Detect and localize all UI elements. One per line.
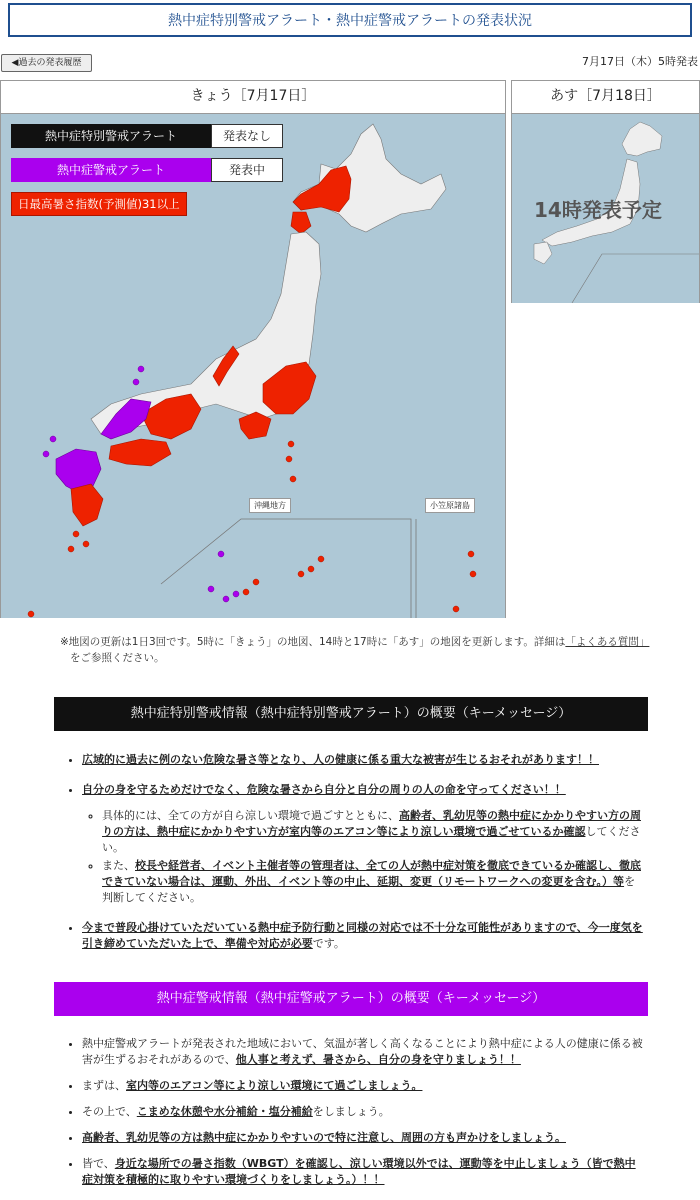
tomorrow-kyushu [534,242,552,264]
special-sub-2: ◦ また、校長や経営者、イベント主催者等の管理者は、全ての人が熱中症対策を徹底できているか確認し、徹底できていない場合は、運動、外出、イベント等の中止、延期、変更（リモートワークへの変更を含む。）等を判断してください。 [102,858,644,906]
legend-special-label: 熱中症特別警戒アラート [11,124,211,148]
legend-alert-row [11,158,283,182]
page-title: 熱中症特別警戒アラート・熱中症警戒アラートの発表状況 [168,13,532,29]
special-alert-content [64,752,644,966]
issue-datetime: 7月17日（木）5時発表 [582,55,698,68]
legend-special-row [11,124,283,148]
legend-wbgt-row [11,192,283,216]
special-bullet-1: • 広域的に過去に例のない危険な暑さ等となり、人の健康に係る重大な被害が生じるおそれがあります！！ [82,752,644,768]
past-history-button[interactable]: ◀過去の発表履歴 [1,54,92,72]
okinawa-inset-frame [161,519,411,618]
hokkaido-land [293,124,446,232]
today-title: きょう［7月17日］ [1,81,505,114]
alert-content [64,1036,644,1188]
alert-bullet-3: • その上で、こまめな休憩や水分補給・塩分補給をしましょう。 [82,1104,644,1120]
tomorrow-title: あす［7月18日］ [512,81,699,114]
alert-bullet-1: • 熱中症警戒アラートが発表された地域において、気温が著しく高くなることにより熱中症による人の健康に係る被害が生ずるおそれがあるので、他人事と考えず、暑さから、自分の身を守りましょう！！ [82,1036,644,1068]
legend [11,124,283,216]
today-map-panel [0,80,506,618]
special-sub-1: ◦ 具体的には、全ての方が自ら涼しい環境で過ごすとともに、高齢者、乳幼児等の熱中症にかかりやすい方の周りの方は、熱中症にかかりやすい方が室内等のエアコン等により涼しい環境で過ごせているか確認してください。 [102,808,644,856]
tomorrow-map[interactable] [512,114,699,303]
tomorrow-hokkaido [622,122,662,156]
alert-bullet-4: • 高齢者、乳幼児等の方は熱中症にかかりやすいので特に注意し、周囲の方も声かけをしましょう。 [82,1130,644,1146]
note-text-after: をご参照ください。 [70,652,165,664]
note-text-before: ※地図の更新は1日3回です。5時に「きょう」の地図、14時と17時に「あす」の地図を更新します。詳細は [60,636,566,648]
page-header [8,3,692,37]
alert-bullet-5: • 皆で、身近な場所での暑さ指数（WBGT）を確認し、涼しい環境以外では、運動等を中止しましょう（皆で熱中症対策を積極的に取りやすい環境づくりをしましょう。）！！ [82,1156,644,1188]
special-bullet-2: • 自分の身を守るためだけでなく、危険な暑さから自分と自分の周りの人の命を守ってください！！ ◦ 具体的には、全ての方が自ら涼しい環境で過ごすとともに、高齢者、乳幼児等の熱中症にかかりやすい方の周りの方は、熱中症にかかりやすい方が室内等のエアコン等により涼しい環境で過ごせているか確認してください。 ◦ また、校長や経営者、イベント主催者等の管理者は、全ての人が熱中症対策を徹底できているか確認し、徹底できていない場合は、運動、外出、イベント等の中止、延期、変更（リモートワークへの変更を含む。）等を判断してください。 [82,782,644,906]
tomorrow-inset-frame [572,254,699,303]
special-alert-heading: 熱中症特別警戒情報（熱中症特別警戒アラート）の概要（キーメッセージ） [54,697,648,731]
legend-alert-label: 熱中症警戒アラート [11,158,211,182]
update-note [60,634,692,666]
today-map[interactable] [1,114,505,618]
faq-link[interactable]: 「よくある質問」 [565,636,650,648]
ogasawara-label: 小笠原諸島 [425,498,475,513]
tomorrow-map-panel [511,80,700,303]
shikoku-alert-area [109,439,171,466]
legend-special-status: 発表なし [211,124,283,148]
special-bullet-3: • 今まで普段心掛けていただいている熱中症予防行動と同様の対応では不十分な可能性がありますので、今一度気を引き締めていただいた上で、準備や対応が必要です。 [82,920,644,952]
okinawa-label: 沖縄地方 [249,498,291,513]
legend-wbgt-label: 日最高暑さ指数(予測値)31以上 [11,192,187,216]
legend-alert-status: 発表中 [211,158,283,182]
hokkaido-alert-area-2 [291,212,311,234]
tomorrow-message: 14時発表予定 [534,198,662,222]
kyushu-alert-area [71,484,103,526]
alert-bullet-2: • まずは、室内等のエアコン等により涼しい環境にて過ごしましょう。 [82,1078,644,1094]
alert-heading: 熱中症警戒情報（熱中症警戒アラート）の概要（キーメッセージ） [54,982,648,1016]
